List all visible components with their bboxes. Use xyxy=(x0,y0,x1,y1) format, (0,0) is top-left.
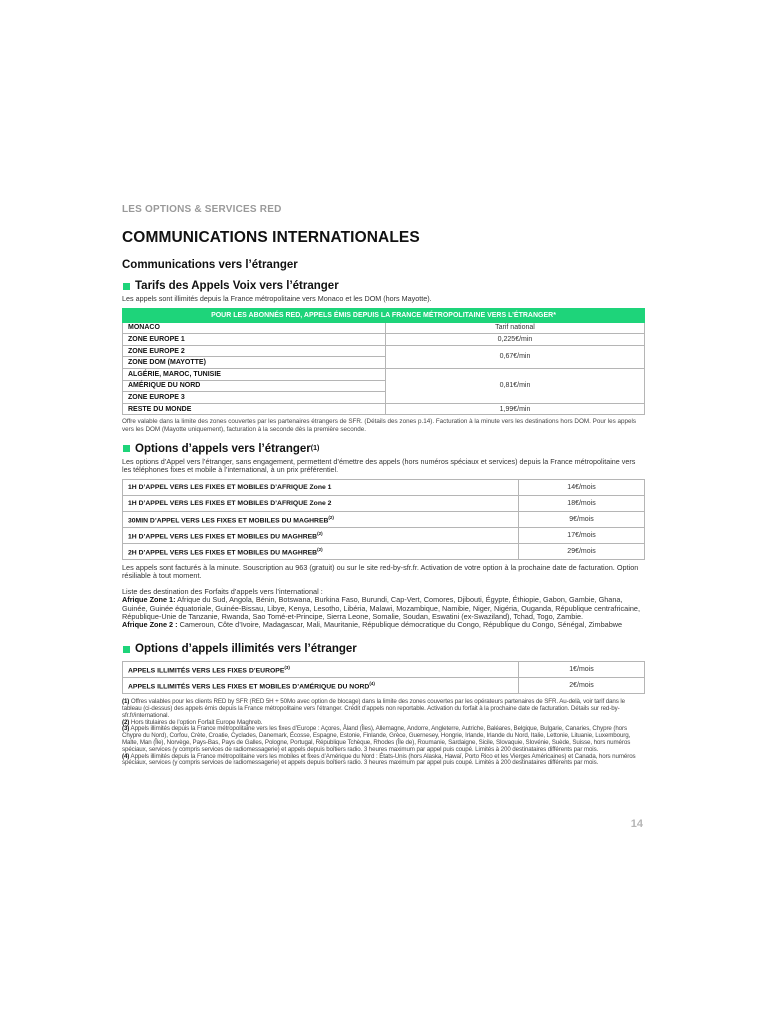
table-row xyxy=(123,334,645,346)
row-label-zone-europe-1: ZONE EUROPE 1 xyxy=(123,334,386,346)
table-row xyxy=(123,678,645,694)
option-price: 29€/mois xyxy=(519,543,645,559)
row-value-zone-2-dom: 0,67€/min xyxy=(386,345,645,368)
unlimited-heading-text: Options d’appels illimités vers l’étranger xyxy=(135,643,357,656)
row-label-zone-dom: ZONE DOM (MAYOTTE) xyxy=(123,357,386,369)
row-value-reste: 1,99€/min xyxy=(386,403,645,415)
table-header-row xyxy=(123,308,645,322)
table-row xyxy=(123,511,645,527)
unlimited-heading xyxy=(122,643,645,655)
options-heading-sup: (1) xyxy=(310,445,320,453)
option-label: 2H D’APPEL VERS LES FIXES ET MOBILES DU MAGHREB$^{(2)}$ xyxy=(123,543,519,559)
table-row xyxy=(123,345,645,357)
option-price: 2€/mois xyxy=(519,678,645,694)
green-square-icon xyxy=(123,445,130,452)
destination-list xyxy=(122,588,645,629)
option-price: 17€/mois xyxy=(519,527,645,543)
voice-note: Offre valable dans la limite des zones couvertes par les partenaires étrangers de SFR. (Détails des zones p.14). Facturation à la minute vers les destinations hors DOM. Pour les appels vers les DOM (Mayotte uniquement), facturation à la seconde dès la première seconde. xyxy=(122,418,637,433)
option-price: 1€/mois xyxy=(519,662,645,678)
table-row xyxy=(123,368,645,380)
row-label-algerie: ALGÉRIE, MAROC, TUNISIE xyxy=(123,368,386,380)
voice-heading-text: Tarifs des Appels Voix vers l’étranger xyxy=(135,280,339,292)
voice-tariff-table xyxy=(122,308,645,416)
sub-title: Communications vers l’étranger xyxy=(122,259,298,271)
row-label-amerique: AMÉRIQUE DU NORD xyxy=(123,380,386,392)
zone2-paragraph: Afrique Zone 2 : Cameroun, Côte d’Ivoire, Madagascar, Mali, Mauritanie, République démocratique du Congo, République du Congo, Sénégal, Zimbabwe xyxy=(122,619,623,629)
option-label: APPELS ILLIMITÉS VERS LES FIXES ET MOBILES D’AMÉRIQUE DU NORD$^{(4)}$ xyxy=(123,678,519,694)
list-intro: Liste des destination des Forfaits d’appels vers l’international : xyxy=(122,587,323,597)
table-row xyxy=(123,479,645,495)
table-row xyxy=(123,495,645,511)
page-number: 14 xyxy=(630,818,643,830)
options-table xyxy=(122,479,645,560)
option-label: 30MIN D’APPEL VERS LES FIXES ET MOBILES DU MAGHREB$^{(2)}$ xyxy=(123,511,519,527)
options-heading xyxy=(122,443,645,455)
table-header: POUR LES ABONNÉS RED, APPELS ÉMIS DEPUIS LA FRANCE MÉTROPOLITAINE VERS L’ÉTRANGER* xyxy=(123,308,645,322)
footnote-3: (3) Appels illimités depuis la France métropolitaine vers les fixes d’Europe : Açores, Åland (Îles), Allemagne, Andorre, Angleterre, Autriche, Baléares, Belgique, Bulgarie, Canaries, Chypre (hors Chypre du Nord), Corfou, Crète, Croatie, Cyclades, Danemark, Écosse, Espagne, Estonie, Finlande, Grèce, Guernesey, Hongrie, Irlande, Irlande du Nord, Italie, Lettonie, Lituanie, Luxembourg, Malte, Man (Île), Norvège, Pays-Bas, Pays de Galles, Pologne, Portugal, République Tchèque, Rhodes (Île de), Roumanie, Sardaigne, Sicile, Slovaquie, Slovénie, Suède, Suisse, hors numéros spéciaux, services (y compris services de radiomessagerie) et appels depuis boîtiers radio. 3 heures maximum par appel puis coupé. Limités à 200 destinataires différents par mois. xyxy=(122,725,631,753)
row-label-monaco: MONACO xyxy=(123,322,386,334)
row-label-zone-europe-2: ZONE EUROPE 2 xyxy=(123,345,386,357)
page-title: COMMUNICATIONS INTERNATIONALES xyxy=(122,229,420,246)
billing-text: Les appels sont facturés à la minute. Souscription au 963 (gratuit) ou sur le site red-by-sfr.fr. Activation de votre option à la prochaine date de facturation. Option résiliable à tout moment. xyxy=(122,562,639,580)
option-label: 1H D’APPEL VERS LES FIXES ET MOBILES D’AFRIQUE Zone 2 xyxy=(123,495,519,511)
footnote-2: (2) Hors titulaires de l’option Forfait Europe Maghreb. xyxy=(122,718,263,726)
green-square-icon xyxy=(123,283,130,290)
section-label: LES OPTIONS & SERVICES RED xyxy=(122,204,282,215)
table-row xyxy=(123,322,645,334)
table-row xyxy=(123,527,645,543)
document-page xyxy=(122,200,645,767)
options-intro: Les options d’Appel vers l’étranger, sans engagement, permettent d’émettre des appels (hors numéros spéciaux et services) depuis la France métropolitaine vers les téléphones fixes et mobile à l’international, à un prix préférentiel. xyxy=(122,456,636,475)
option-label: 1H D’APPEL VERS LES FIXES ET MOBILES D’AFRIQUE Zone 1 xyxy=(123,479,519,495)
option-price: 14€/mois xyxy=(519,479,645,495)
table-row xyxy=(123,662,645,678)
footnote-1: (1) Offres valables pour les clients RED by SFR (RED 5H + 50Mo avec option de blocage) dans la limite des zones couvertes par les opérateurs partenaires de SFR. Au-delà, voir tarif dans le tableau (ci-dessus) des appels émis depuis la France métropolitaine vers l’étranger. Crédit d’appels non reportable. Activation du forfait à la prochaine date de facturation. Détails sur red-by-sfr.fr/international. xyxy=(122,698,625,719)
voice-heading xyxy=(122,280,645,292)
row-label-zone-europe-3: ZONE EUROPE 3 xyxy=(123,392,386,404)
row-value-group-3: 0,81€/min xyxy=(386,368,645,403)
zone1-paragraph: Afrique Zone 1: Afrique du Sud, Angola, Bénin, Botswana, Burkina Faso, Burundi, Cap-Vert, Comores, Djibouti, Égypte, Éthiopie, Gabon, Gambie, Ghana, Guinée, Guinée équatoriale, Guinée-Bissau, Libye, Kenya, Lesotho, Libéria, Malawi, Mozambique, Namibie, Niger, Nigéria, Ouganda, République centrafricaine, République-Unie de Tanzanie, Rwanda, Sao Tomé-et-Principe, Sierra Leone, Somalie, Soudan, Eswatini (ex-Swaziland), Tchad, Togo, Zambie. xyxy=(122,595,640,621)
footnote-4: (4) Appels illimités depuis la France métropolitaine vers les mobiles et fixes d’Amérique du Nord : États-Unis (hors Alaska, Hawaï, Porto Rico et les Vierges Américaines) et Canada, hors numéros spéciaux, services (y compris services de radiomessagerie) et appels depuis boîtiers radio. 3 heures maximum par appel puis coupé. Limités à 200 destinataires différents par mois. xyxy=(122,752,636,767)
row-label-reste: RESTE DU MONDE xyxy=(123,403,386,415)
footnotes xyxy=(122,699,645,767)
table-row xyxy=(123,403,645,415)
option-label: 1H D’APPEL VERS LES FIXES ET MOBILES DU MAGHREB$^{(2)}$ xyxy=(123,527,519,543)
voice-intro: Les appels sont illimités depuis la France métropolitaine vers Monaco et les DOM (hors Mayotte). xyxy=(122,294,432,303)
row-value-monaco: Tarif national xyxy=(386,322,645,334)
option-price: 18€/mois xyxy=(519,495,645,511)
option-price: 9€/mois xyxy=(519,511,645,527)
option-label: APPELS ILLIMITÉS VERS LES FIXES D’EUROPE$^{(3)}$ xyxy=(123,662,519,678)
row-value-zone-europe-1: 0,225€/min xyxy=(386,334,645,346)
options-heading-text: Options d’appels vers l’étranger xyxy=(135,442,311,455)
table-row xyxy=(123,543,645,559)
green-square-icon xyxy=(123,646,130,653)
unlimited-table xyxy=(122,661,645,694)
